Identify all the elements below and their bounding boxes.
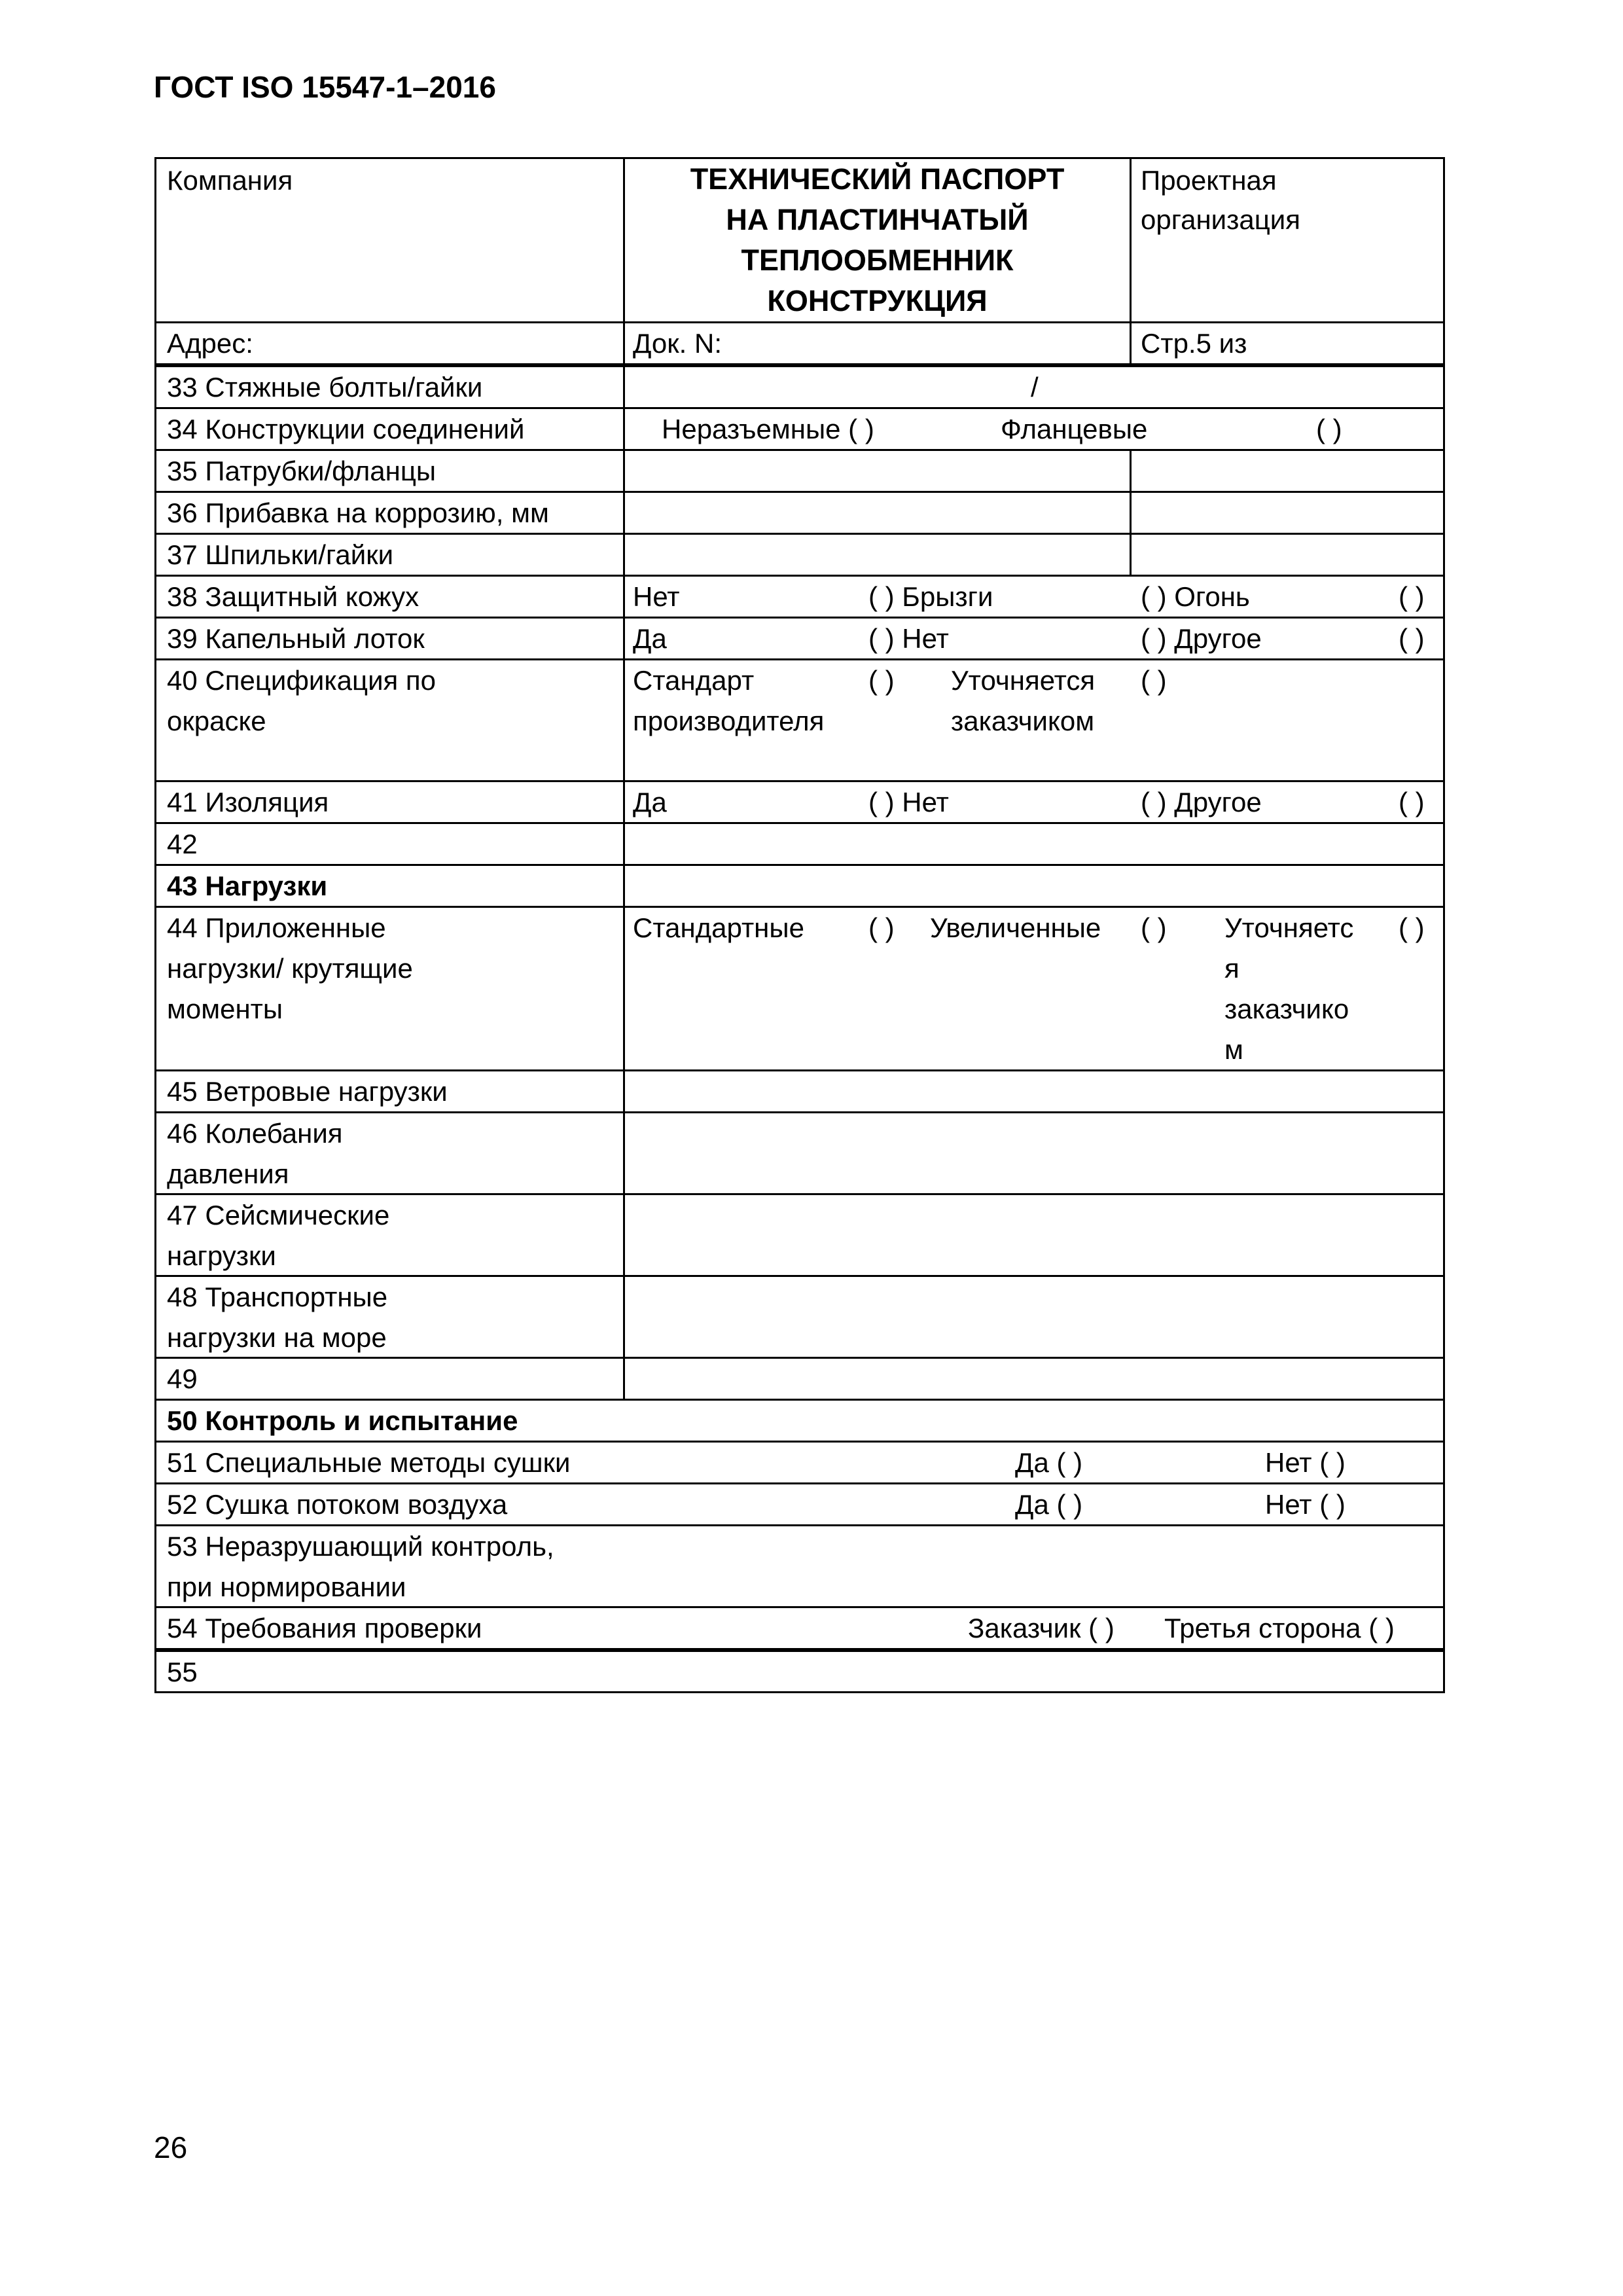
row-49-value[interactable] [623,1359,1443,1399]
design-organization-cell: Проектная организация [1130,159,1443,321]
row-55: 55 [154,1652,1445,1693]
row-50-inspection-heading: 50 Контроль и испытание [154,1401,1445,1443]
row-47-seismic-loads: 47 Сейсмические нагрузки [154,1195,1445,1277]
company-label: Компания [167,165,293,196]
row-52-air-drying: 52 Сушка потоком воздуха Да ( ) Нет ( ) [154,1484,1445,1526]
studs-value-1[interactable] [623,535,1130,575]
option-flanged-checkbox[interactable]: ( ) [1316,414,1342,444]
row-43-value [623,866,1443,906]
connection-design-options [623,409,1443,449]
seismic-loads-value[interactable] [623,1195,1443,1275]
special-drying-yes[interactable]: Да ( ) [1015,1447,1083,1478]
insulation-options: Да ( ) Нет ( ) Другое ( ) [623,782,1443,822]
row-49: 49 [154,1359,1445,1401]
inspection-by-customer[interactable]: Заказчик ( ) [968,1613,1115,1643]
title-block-row [154,157,1445,323]
doc-number-cell: Док. N: [623,323,1130,363]
row-48-sea-transport-loads: 48 Транспортные нагрузки на море [154,1277,1445,1359]
row-44-applied-loads: 44 Приложенные нагрузки/ крутящие моменты Стандартные ( ) Увеличенные ( ) Уточняетс я заказчико м ( ) [154,908,1445,1071]
shroud-options: Нет ( ) Брызги ( ) Огонь ( ) [623,577,1443,617]
row-54-inspection-requirements: 54 Требования проверки Заказчик ( ) Третья сторона ( ) [154,1608,1445,1652]
special-drying-no[interactable]: Нет ( ) [1265,1447,1346,1478]
applied-loads-options: Стандартные ( ) Увеличенные ( ) Уточняетс я заказчико м ( ) [623,908,1443,1069]
option-non-detachable[interactable]: Неразъемные ( ) [662,414,874,444]
row-45-wind-loads: 45 Ветровые нагрузки [154,1071,1445,1113]
option-flanged[interactable]: Фланцевые [1001,414,1148,444]
paint-spec-options: Стандарт производителя ( ) Уточняется заказчиком ( ) [623,660,1443,780]
row-42-value[interactable] [623,824,1443,864]
datasheet-title: ТЕХНИЧЕСКИЙ ПАСПОРТ НА ПЛАСТИНЧАТЫЙ ТЕПЛООБМЕННИК КОНСТРУКЦИЯ [623,159,1130,321]
row-53-ndt: 53 Неразрушающий контроль, при нормировании [154,1526,1445,1608]
address-label: Адрес: [167,328,253,359]
wind-loads-value[interactable] [623,1071,1443,1111]
row-42: 42 [154,824,1445,866]
pressure-fluctuations-value[interactable] [623,1113,1443,1193]
drip-tray-options: Да ( ) Нет ( ) Другое ( ) [623,619,1443,658]
corrosion-value-1[interactable] [623,493,1130,533]
datasheet-form [154,157,1445,1693]
nozzles-value-1[interactable] [623,451,1130,491]
tie-bolts-value[interactable]: / [623,367,1443,407]
page-number: 26 [154,2130,188,2164]
datasheet-table [154,157,1445,1693]
row-37-studs-nuts: 37 Шпильки/гайки [154,535,1445,577]
row-35-nozzles-flanges: 35 Патрубки/фланцы [154,451,1445,493]
sea-transport-loads-value[interactable] [623,1277,1443,1357]
row-38-protective-shroud: 38 Защитный кожух Нет ( ) Брызги ( ) Огонь ( ) [154,577,1445,619]
address-row [154,323,1445,367]
air-drying-yes[interactable]: Да ( ) [1015,1489,1083,1520]
row-41-insulation: 41 Изоляция Да ( ) Нет ( ) Другое ( ) [154,782,1445,824]
row-43-loads-heading: 43 Нагрузки [154,866,1445,908]
studs-value-2[interactable] [1130,535,1443,575]
corrosion-value-2[interactable] [1130,493,1443,533]
row-36-corrosion-allowance: 36 Прибавка на коррозию, мм [154,493,1445,535]
page-of-cell: Стр.5 из [1130,323,1443,363]
document-code: ГОСТ ISO 15547-1–2016 [154,70,496,104]
row-46-pressure-fluctuations: 46 Колебания давления [154,1113,1445,1195]
nozzles-value-2[interactable] [1130,451,1443,491]
row-39-drip-tray: 39 Капельный лоток Да ( ) Нет ( ) Другое ( ) [154,619,1445,660]
row-40-paint-specification: 40 Спецификация по окраске Стандарт производителя ( ) Уточняется заказчиком ( ) [154,660,1445,782]
row-51-special-drying: 51 Специальные методы сушки Да ( ) Нет ( ) [154,1443,1445,1484]
row-33-tie-bolts: 33 Стяжные болты/гайки / [154,367,1445,409]
inspection-by-third-party[interactable]: Третья сторона ( ) [1164,1613,1395,1643]
air-drying-no[interactable]: Нет ( ) [1265,1489,1346,1520]
row-34-connection-design: 34 Конструкции соединений Неразъемные ( ) Фланцевые ( ) [154,409,1445,451]
